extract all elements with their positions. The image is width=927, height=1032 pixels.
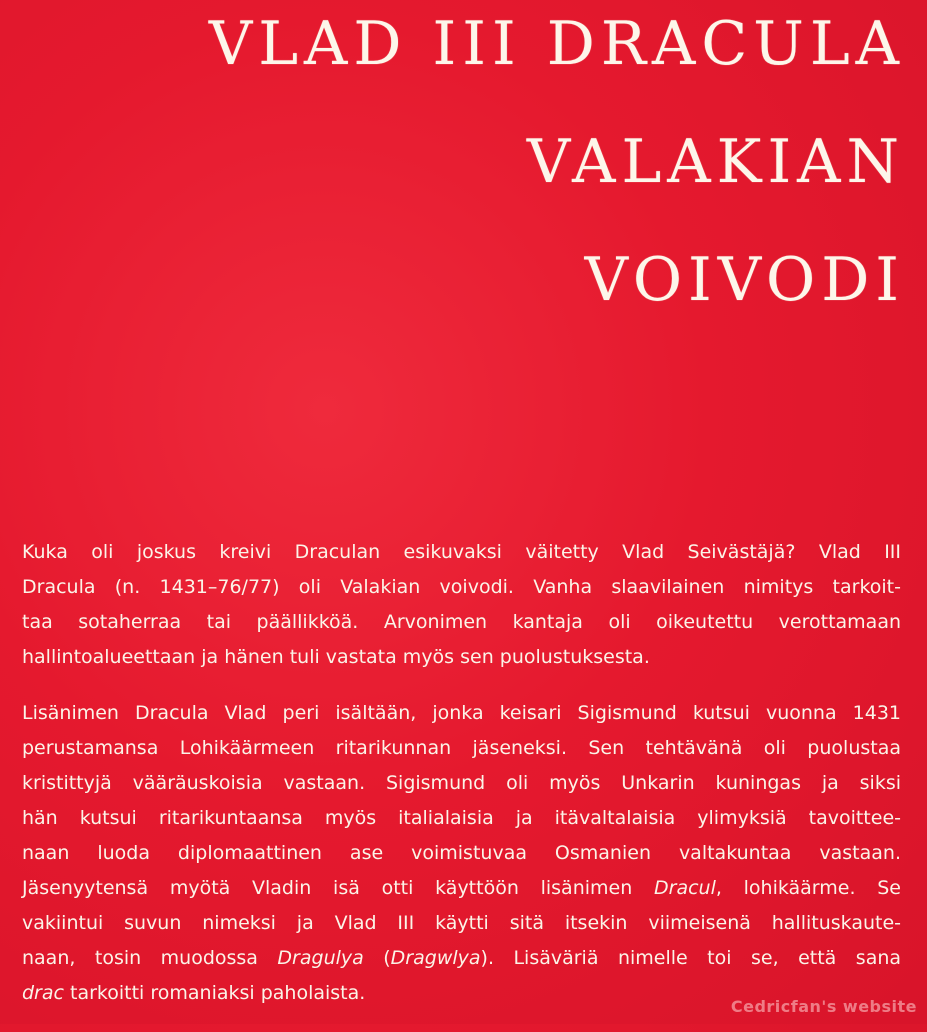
paragraph-2-line	[22, 871, 901, 906]
paragraph-2-line: vakiintui suvun nimeksi ja Vlad III käytti sitä itsekin viimeisenä hallituskaute-	[22, 912, 901, 934]
paragraph-2-line: Lisänimen Dracula Vlad peri isältään, jonka keisari Sigismund kutsui vuonna 1431	[22, 702, 901, 724]
title-line-2: VALAKIAN	[526, 127, 905, 197]
italic-word-dragwlya: Dragwlya	[390, 947, 481, 969]
paragraph-1-line: Kuka oli joskus kreivi Draculan esikuvaksi väitetty Vlad Seivästäjä? Vlad III	[22, 541, 901, 563]
watermark: Cedricfan's website	[730, 997, 917, 1016]
paragraph-2-line	[22, 941, 901, 976]
sign-title	[208, 9, 905, 315]
paragraph-2-line: perustamansa Lohikäärmeen ritarikunnan jäseneksi. Sen tehtävänä oli puolustaa	[22, 737, 901, 759]
italic-word-drac: drac	[22, 982, 64, 1004]
text-run: , lohikäärme. Se	[715, 877, 902, 899]
text-run: ). Lisäväriä nimelle toi se, että sana	[480, 947, 902, 969]
text-run: tarkoitti romaniaksi paholaista.	[63, 982, 366, 1004]
paragraph-2-line: naan luoda diplomaattinen ase voimistuvaa Osmanien valtakuntaa vastaan.	[22, 842, 901, 864]
paragraph-1-line: taa sotaherraa tai päällikköä. Arvonimen kantaja oli oikeutettu verottamaan	[22, 611, 901, 633]
paragraph-2-line: kristittyjä vääräuskoisia vastaan. Sigismund oli myös Unkarin kuningas ja siksi	[22, 772, 901, 794]
paragraph-1-line: Dracula (n. 1431–76/77) oli Valakian voivodi. Vanha slaavilainen nimitys tarkoit-	[22, 576, 901, 598]
text-run: naan, tosin muodossa	[22, 947, 278, 969]
title-line-3: VOIVODI	[584, 245, 905, 315]
paragraph-2-line: hän kutsui ritarikuntaansa myös italialaisia ja itävaltalaisia ylimyksiä tavoittee-	[22, 807, 901, 829]
paragraph-2	[22, 696, 901, 1011]
paragraph-1-line: hallintoalueettaan ja hänen tuli vastata myös sen puolustuksesta.	[22, 646, 650, 668]
paragraph-1	[22, 535, 901, 675]
text-run: (	[363, 947, 391, 969]
title-line-1: VLAD III DRACULA	[208, 9, 905, 79]
italic-word-dracul: Dracul	[654, 877, 716, 899]
sign-body-text	[22, 535, 901, 1032]
italic-word-dragulya: Dragulya	[277, 947, 364, 969]
text-run: Jäsenyytensä myötä Vladin isä otti käyttöön lisänimen	[22, 877, 654, 899]
